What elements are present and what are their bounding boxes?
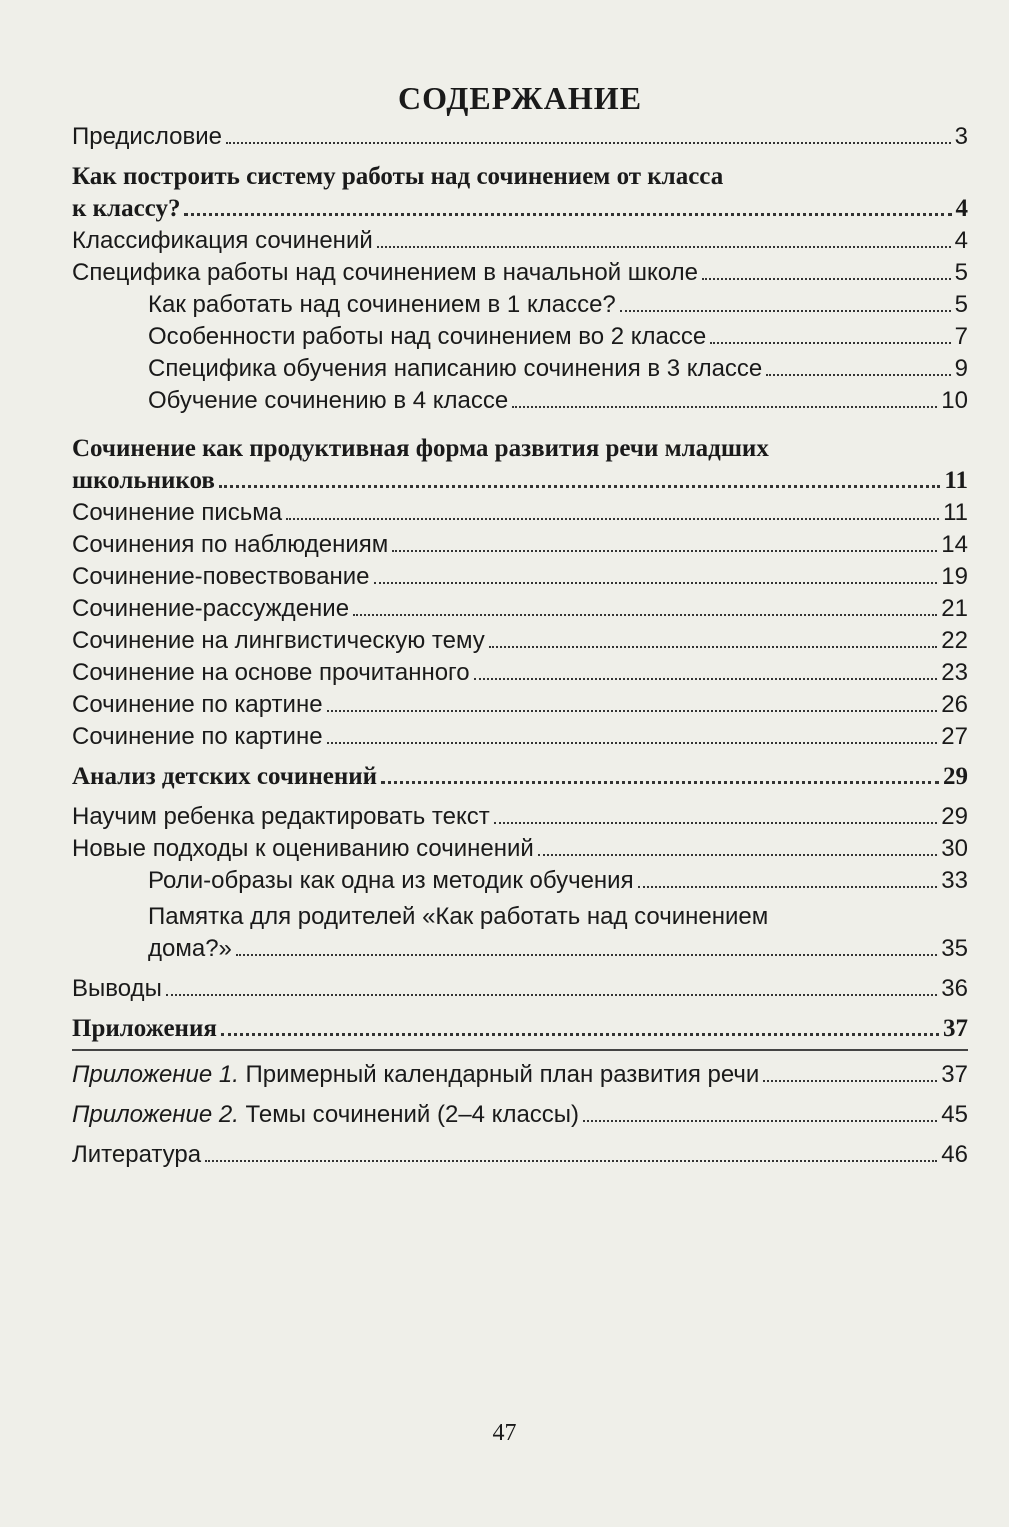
toc-entry-observations: Сочинения по наблюдениям 14 (72, 531, 968, 558)
toc-entry-picture-1: Сочинение по картине 26 (72, 691, 968, 718)
toc-entry-productive-form: школьников 11 (72, 467, 968, 494)
toc-entry-linguistic: Сочинение на лингвистическую тему 22 (72, 627, 968, 654)
toc-entry-letter: Сочинение письма 11 (72, 499, 968, 526)
toc-entry-analysis: Анализ детских сочинений 29 (72, 763, 968, 790)
toc-entry-read-based: Сочинение на основе прочитанного 23 (72, 659, 968, 686)
toc-entry-productive-form-line1: Сочинение как продуктивная форма развития речи младших (72, 435, 769, 462)
toc-entry-parents-memo: дома?» 35 (148, 935, 968, 962)
toc-entry-assessment: Новые подходы к оцениванию сочинений 30 (72, 835, 968, 862)
toc-entry-editing: Научим ребенка редактировать текст 29 (72, 803, 968, 830)
page-number: 47 (492, 1420, 517, 1446)
toc-entry-grade-1: Как работать над сочинением в 1 классе? 5 (148, 291, 968, 318)
toc-entry-appendices: Приложения 37 (72, 1015, 968, 1042)
toc-entry-classification: Классификация сочинений 4 (72, 227, 968, 254)
toc-entry-appendix-2: Приложение 2. Темы сочинений (2–4 классы) 45 (72, 1101, 968, 1128)
toc-page (72, 80, 968, 1171)
toc-entry-grade-2: Особенности работы над сочинением во 2 классе 7 (148, 323, 968, 350)
toc-entry-system-line1: Как построить систему работы над сочинением от класса (72, 163, 724, 190)
toc-entry-picture-2: Сочинение по картине 27 (72, 723, 968, 750)
toc-entry-preface: Предисловие 3 (72, 123, 968, 150)
page-title: СОДЕРЖАНИЕ (397, 80, 643, 116)
toc-entry-parents-memo-line1: Памятка для родителей «Как работать над сочинением (148, 903, 769, 930)
toc-entry-narration: Сочинение-повествование 19 (72, 563, 968, 590)
toc-entry-grade-4: Обучение сочинению в 4 классе 10 (148, 387, 968, 414)
toc-entry-roles: Роли-образы как одна из методик обучения 33 (148, 867, 968, 894)
toc-entry-appendix-1: Приложение 1. Примерный календарный план развития речи 37 (72, 1061, 968, 1088)
toc-entry-reasoning: Сочинение-рассуждение 21 (72, 595, 968, 622)
toc-entry-literature: Литература 46 (72, 1141, 968, 1168)
divider (72, 1049, 968, 1051)
toc-entry-system: к классу? 4 (72, 195, 968, 222)
toc-entry-grade-3: Специфика обучения написанию сочинения в 3 классе 9 (148, 355, 968, 382)
toc-entry-conclusions: Выводы 36 (72, 975, 968, 1002)
toc-entry-primary-school: Специфика работы над сочинением в начальной школе 5 (72, 259, 968, 286)
